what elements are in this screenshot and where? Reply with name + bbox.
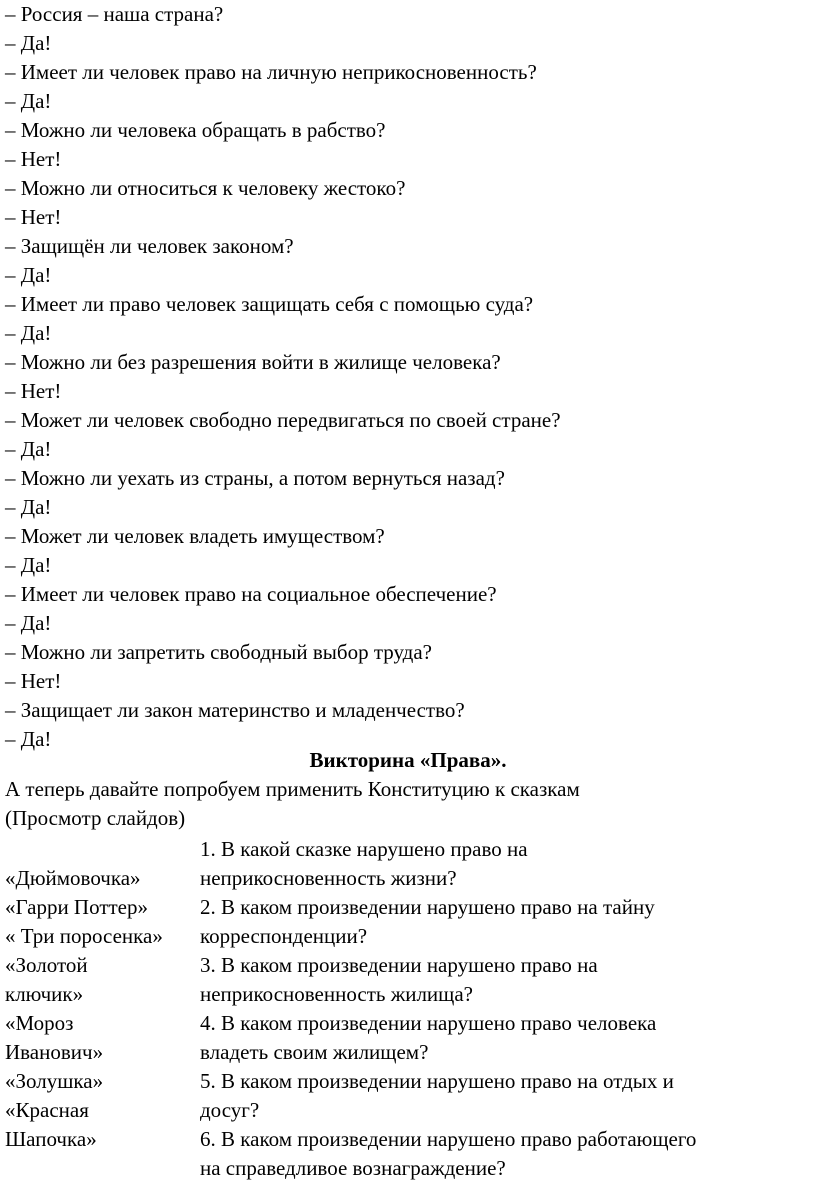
- dialogue-line: – Да!: [5, 437, 52, 461]
- tale-item: «Золотой: [5, 953, 88, 977]
- dialogue-line: – Защищает ли закон материнство и младенчество?: [5, 698, 465, 722]
- dialogue-line: – Нет!: [5, 669, 62, 693]
- dialogue-line: – Имеет ли человек право на социальное обеспечение?: [5, 582, 497, 606]
- question-line: неприкосновенность жилища?: [200, 982, 473, 1006]
- question-line: неприкосновенность жизни?: [200, 866, 457, 890]
- dialogue-line: – Можно ли запретить свободный выбор труда?: [5, 640, 432, 664]
- question-line: 2. В каком произведении нарушено право на тайну: [200, 895, 655, 919]
- dialogue-line: – Да!: [5, 553, 52, 577]
- dialogue-line: – Да!: [5, 89, 52, 113]
- dialogue-line: – Может ли человек свободно передвигаться по своей стране?: [5, 408, 561, 432]
- dialogue-line: – Да!: [5, 727, 52, 751]
- dialogue-line: – Можно ли человека обращать в рабство?: [5, 118, 386, 142]
- dialogue-line: – Да!: [5, 495, 52, 519]
- question-line: досуг?: [200, 1098, 260, 1122]
- dialogue-line: – Да!: [5, 611, 52, 635]
- tale-item: «Красная: [5, 1098, 89, 1122]
- dialogue-line: – Можно ли уехать из страны, а потом вернуться назад?: [5, 466, 505, 490]
- tale-item: « Три поросенка»: [5, 924, 163, 948]
- quiz-intro-line: А теперь давайте попробуем применить Конституцию к сказкам: [5, 777, 580, 801]
- dialogue-line: – Можно ли относиться к человеку жестоко?: [5, 176, 406, 200]
- quiz-title: Викторина «Права».: [309, 748, 507, 772]
- dialogue-line: – Россия – наша страна?: [5, 2, 224, 26]
- dialogue-line: – Нет!: [5, 205, 62, 229]
- question-line: 3. В каком произведении нарушено право на: [200, 953, 598, 977]
- dialogue-line: – Нет!: [5, 379, 62, 403]
- question-line: 4. В каком произведении нарушено право человека: [200, 1011, 657, 1035]
- tale-item: Шапочка»: [5, 1127, 97, 1151]
- question-line: на справедливое вознаграждение?: [200, 1156, 506, 1180]
- tale-item: «Мороз: [5, 1011, 74, 1035]
- dialogue-line: – Имеет ли человек право на личную неприкосновенность?: [5, 60, 537, 84]
- dialogue-line: – Можно ли без разрешения войти в жилище человека?: [5, 350, 501, 374]
- question-line: корреспонденции?: [200, 924, 368, 948]
- quiz-intro-line: (Просмотр слайдов): [5, 806, 186, 830]
- tale-item: «Гарри Поттер»: [5, 895, 148, 919]
- tale-item: «Дюймовочка»: [5, 866, 141, 890]
- dialogue-line: – Имеет ли право человек защищать себя с помощью суда?: [5, 292, 534, 316]
- dialogue-line: – Защищён ли человек законом?: [5, 234, 294, 258]
- tale-item: ключик»: [5, 982, 84, 1006]
- dialogue-line: – Нет!: [5, 147, 62, 171]
- dialogue-line: – Да!: [5, 321, 52, 345]
- question-line: владеть своим жилищем?: [200, 1040, 429, 1064]
- dialogue-line: – Да!: [5, 31, 52, 55]
- dialogue-line: – Да!: [5, 263, 52, 287]
- question-line: 5. В каком произведении нарушено право на отдых и: [200, 1069, 674, 1093]
- dialogue-line: – Может ли человек владеть имуществом?: [5, 524, 385, 548]
- tale-item: «Золушка»: [5, 1069, 104, 1093]
- question-line: 6. В каком произведении нарушено право работающего: [200, 1127, 697, 1151]
- tale-item: Иванович»: [5, 1040, 104, 1064]
- question-line: 1. В какой сказке нарушено право на: [200, 837, 528, 861]
